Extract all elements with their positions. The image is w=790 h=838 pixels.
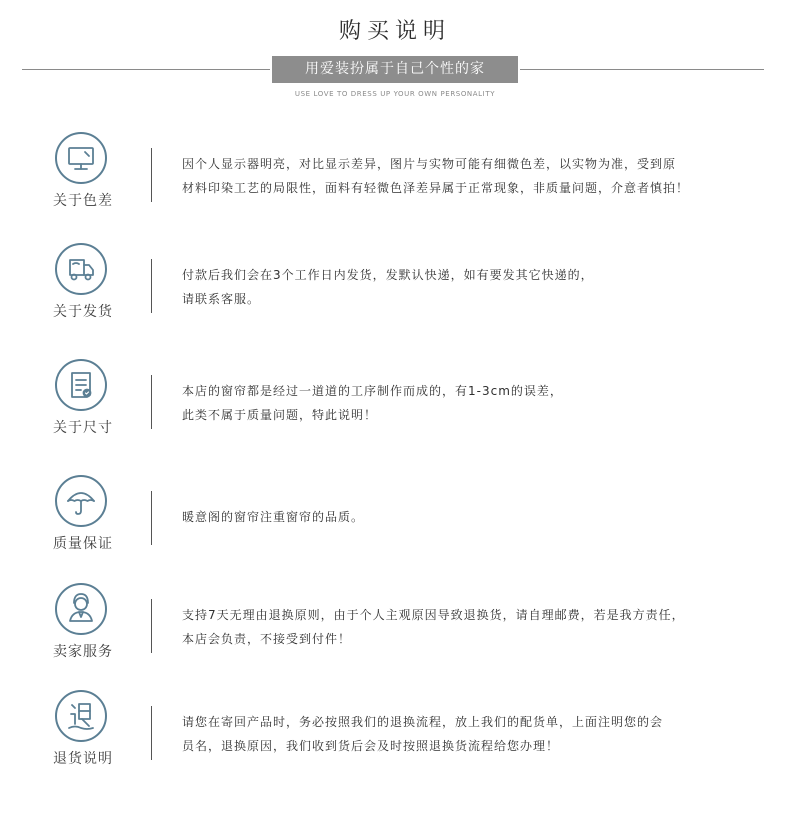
section-label: 质量保证 bbox=[53, 536, 113, 552]
section-label: 退货说明 bbox=[53, 751, 113, 767]
section-description bbox=[182, 710, 772, 758]
section-color-difference bbox=[0, 132, 790, 232]
section-size bbox=[0, 359, 790, 459]
divider bbox=[151, 148, 152, 202]
divider bbox=[151, 706, 152, 760]
customer-service-icon bbox=[55, 583, 107, 635]
section-description bbox=[182, 379, 772, 427]
section-label: 卖家服务 bbox=[53, 644, 113, 660]
section-description bbox=[182, 505, 772, 529]
umbrella-icon bbox=[55, 475, 107, 527]
section-label: 关于尺寸 bbox=[53, 420, 113, 436]
section-description bbox=[182, 152, 772, 200]
description-line: 付款后我们会在3个工作日内发货，发默认快递，如有要发其它快递的， bbox=[182, 268, 594, 282]
document-check-icon bbox=[55, 359, 107, 411]
divider bbox=[151, 375, 152, 429]
return-icon bbox=[55, 690, 107, 742]
description-line: 员名，退换原因，我们收到货后会及时按照退换货流程给您办理！ bbox=[182, 739, 560, 753]
description-line: 暖意阁的窗帘注重窗帘的品质。 bbox=[182, 510, 365, 524]
description-line: 本店会负责，不接受到付件！ bbox=[182, 632, 352, 646]
description-line: 因个人显示器明亮，对比显示差异，图片与实物可能有细微色差，以实物为准，受到原 bbox=[182, 157, 677, 171]
divider bbox=[151, 491, 152, 545]
section-shipping bbox=[0, 243, 790, 343]
divider bbox=[151, 259, 152, 313]
divider bbox=[151, 599, 152, 653]
description-line: 本店的窗帘都是经过一道道的工序制作而成的，有1-3cm的误差， bbox=[182, 384, 563, 398]
description-line: 请您在寄回产品时，务必按照我们的退换流程，放上我们的配货单，上面注明您的会 bbox=[182, 715, 664, 729]
section-quality bbox=[0, 475, 790, 575]
monitor-icon bbox=[55, 132, 107, 184]
section-label: 关于发货 bbox=[53, 304, 113, 320]
page-title: 购买说明 bbox=[338, 19, 451, 44]
description-line: 此类不属于质量问题，特此说明！ bbox=[182, 408, 378, 422]
description-line: 支持7天无理由退换原则，由于个人主观原因导致退换货，请自理邮费，若是我方责任， bbox=[182, 608, 685, 622]
banner-subtitle: USE LOVE TO DRESS UP YOUR OWN PERSONALITY bbox=[294, 90, 496, 98]
banner-line-left bbox=[22, 69, 270, 70]
banner-line-right bbox=[520, 69, 764, 70]
section-description bbox=[182, 263, 772, 311]
truck-icon bbox=[55, 243, 107, 295]
section-seller-service bbox=[0, 583, 790, 683]
description-line: 材料印染工艺的局限性，面料有轻微色泽差异属于正常现象，非质量问题，介意者慎拍！ bbox=[182, 181, 690, 195]
section-description bbox=[182, 603, 772, 651]
banner: 用爱装扮属于自己个性的家 bbox=[272, 56, 518, 83]
description-line: 请联系客服。 bbox=[182, 292, 261, 306]
section-return bbox=[0, 690, 790, 790]
section-label: 关于色差 bbox=[53, 193, 113, 209]
